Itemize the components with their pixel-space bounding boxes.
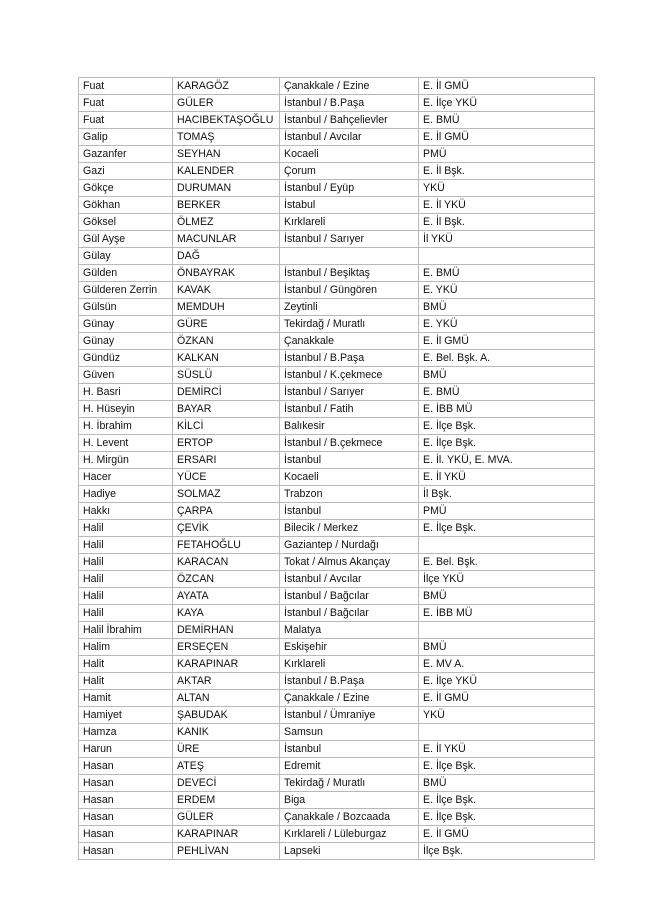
location-cell: Çorum — [280, 163, 419, 180]
location-cell: İstanbul / Sarıyer — [280, 231, 419, 248]
location-cell: Kocaeli — [280, 146, 419, 163]
location-cell: Kırklareli — [280, 214, 419, 231]
role-cell: PMÜ — [419, 503, 595, 520]
location-cell: Tokat / Almus Akançay — [280, 554, 419, 571]
location-cell: Kırklareli — [280, 656, 419, 673]
surname-cell: ÖZCAN — [173, 571, 280, 588]
role-cell: YKÜ — [419, 707, 595, 724]
location-cell: İstanbul / Bağcılar — [280, 605, 419, 622]
role-cell: E. İl YKÜ — [419, 197, 595, 214]
first-name-cell: Halil — [79, 588, 173, 605]
surname-cell: GÜLER — [173, 809, 280, 826]
surname-cell: ÖNBAYRAK — [173, 265, 280, 282]
table-row — [79, 775, 595, 792]
location-cell: Çanakkale / Bozcaada — [280, 809, 419, 826]
first-name-cell: Gazi — [79, 163, 173, 180]
location-cell: Çanakkale / Ezine — [280, 690, 419, 707]
first-name-cell: Halil — [79, 554, 173, 571]
location-cell: Biga — [280, 792, 419, 809]
role-cell: BMÜ — [419, 299, 595, 316]
table-row — [79, 843, 595, 860]
first-name-cell: Hasan — [79, 809, 173, 826]
surname-cell: KARAPINAR — [173, 826, 280, 843]
first-name-cell: Gülderen Zerrin — [79, 282, 173, 299]
role-cell: E. İlçe YKÜ — [419, 673, 595, 690]
location-cell: İstanbul / B.Paşa — [280, 350, 419, 367]
first-name-cell: Fuat — [79, 95, 173, 112]
role-cell: E. İBB MÜ — [419, 401, 595, 418]
location-cell: Kocaeli — [280, 469, 419, 486]
role-cell: E. İl GMÜ — [419, 690, 595, 707]
first-name-cell: H. Mirgün — [79, 452, 173, 469]
table-row — [79, 401, 595, 418]
surname-cell: DEMİRCİ — [173, 384, 280, 401]
role-cell: E. İlçe Bşk. — [419, 435, 595, 452]
role-cell — [419, 622, 595, 639]
first-name-cell: Halil — [79, 605, 173, 622]
table-row — [79, 588, 595, 605]
role-cell — [419, 537, 595, 554]
first-name-cell: Halit — [79, 656, 173, 673]
table-row — [79, 571, 595, 588]
table-row — [79, 231, 595, 248]
location-cell: Gaziantep / Nurdağı — [280, 537, 419, 554]
table-row — [79, 520, 595, 537]
table-row — [79, 656, 595, 673]
table-row — [79, 299, 595, 316]
table-row — [79, 350, 595, 367]
location-cell: İstanbul — [280, 452, 419, 469]
role-cell: E. İl YKÜ — [419, 741, 595, 758]
table-row — [79, 537, 595, 554]
location-cell — [280, 248, 419, 265]
first-name-cell: Güven — [79, 367, 173, 384]
role-cell — [419, 248, 595, 265]
surname-cell: ÇEVİK — [173, 520, 280, 537]
first-name-cell: Gazanfer — [79, 146, 173, 163]
location-cell: İstanbul / Sarıyer — [280, 384, 419, 401]
surname-cell: PEHLİVAN — [173, 843, 280, 860]
location-cell: Samsun — [280, 724, 419, 741]
location-cell: Eskişehir — [280, 639, 419, 656]
role-cell: E. BMÜ — [419, 112, 595, 129]
role-cell: E. İl YKÜ — [419, 469, 595, 486]
surname-cell: AKTAR — [173, 673, 280, 690]
role-cell: YKÜ — [419, 180, 595, 197]
surname-cell: BAYAR — [173, 401, 280, 418]
table-row — [79, 741, 595, 758]
surname-cell: MEMDUH — [173, 299, 280, 316]
first-name-cell: Gülay — [79, 248, 173, 265]
role-cell: E. İlçe Bşk. — [419, 520, 595, 537]
role-cell — [419, 724, 595, 741]
first-name-cell: Galip — [79, 129, 173, 146]
table-row — [79, 248, 595, 265]
location-cell: İstanbul / B.Paşa — [280, 673, 419, 690]
role-cell: E. İl GMÜ — [419, 129, 595, 146]
table-row — [79, 724, 595, 741]
first-name-cell: Gül Ayşe — [79, 231, 173, 248]
location-cell: Kırklareli / Lüleburgaz — [280, 826, 419, 843]
role-cell: İl YKÜ — [419, 231, 595, 248]
surname-cell: KAYA — [173, 605, 280, 622]
surname-cell: ERDEM — [173, 792, 280, 809]
surname-cell: DEVECİ — [173, 775, 280, 792]
surname-cell: BERKER — [173, 197, 280, 214]
table-row — [79, 792, 595, 809]
surname-cell: KANIK — [173, 724, 280, 741]
table-row — [79, 78, 595, 95]
role-cell: E. MV A. — [419, 656, 595, 673]
table-row — [79, 452, 595, 469]
table-row — [79, 707, 595, 724]
surname-cell: DAĞ — [173, 248, 280, 265]
role-cell: E. İl GMÜ — [419, 78, 595, 95]
surname-cell: YÜCE — [173, 469, 280, 486]
surname-cell: GÜRE — [173, 316, 280, 333]
table-row — [79, 180, 595, 197]
role-cell: E. İlçe Bşk. — [419, 809, 595, 826]
role-cell: E. İBB MÜ — [419, 605, 595, 622]
surname-cell: ERSARI — [173, 452, 280, 469]
first-name-cell: Fuat — [79, 112, 173, 129]
first-name-cell: Hasan — [79, 792, 173, 809]
table-row — [79, 622, 595, 639]
table-row — [79, 146, 595, 163]
role-cell: E. BMÜ — [419, 384, 595, 401]
surname-cell: KARAPINAR — [173, 656, 280, 673]
role-cell: E. İl Bşk. — [419, 163, 595, 180]
surname-cell: AYATA — [173, 588, 280, 605]
role-cell: E. YKÜ — [419, 282, 595, 299]
table-row — [79, 367, 595, 384]
location-cell: Balıkesir — [280, 418, 419, 435]
role-cell: E. İl. YKÜ, E. MVA. — [419, 452, 595, 469]
first-name-cell: Fuat — [79, 78, 173, 95]
surname-cell: KİLCİ — [173, 418, 280, 435]
role-cell: İlçe Bşk. — [419, 843, 595, 860]
role-cell: İl Bşk. — [419, 486, 595, 503]
role-cell: İlçe YKÜ — [419, 571, 595, 588]
location-cell: İstanbul / Avcılar — [280, 129, 419, 146]
role-cell: PMÜ — [419, 146, 595, 163]
surname-cell: SÜSLÜ — [173, 367, 280, 384]
location-cell: Tekirdağ / Muratlı — [280, 316, 419, 333]
table-row — [79, 639, 595, 656]
first-name-cell: Hasan — [79, 775, 173, 792]
table-row — [79, 197, 595, 214]
location-cell: Malatya — [280, 622, 419, 639]
location-cell: Çanakkale — [280, 333, 419, 350]
role-cell: BMÜ — [419, 775, 595, 792]
surname-cell: KARACAN — [173, 554, 280, 571]
table-row — [79, 503, 595, 520]
role-cell: E. YKÜ — [419, 316, 595, 333]
table-row — [79, 214, 595, 231]
role-cell: E. İl Bşk. — [419, 214, 595, 231]
surname-cell: DURUMAN — [173, 180, 280, 197]
surname-cell: ERTOP — [173, 435, 280, 452]
surname-cell: ÖLMEZ — [173, 214, 280, 231]
role-cell: BMÜ — [419, 367, 595, 384]
first-name-cell: Gökhan — [79, 197, 173, 214]
role-cell: E. İlçe Bşk. — [419, 418, 595, 435]
first-name-cell: Hakkı — [79, 503, 173, 520]
table-row — [79, 316, 595, 333]
table-row — [79, 469, 595, 486]
first-name-cell: Halim — [79, 639, 173, 656]
member-table — [78, 77, 595, 860]
surname-cell: MACUNLAR — [173, 231, 280, 248]
first-name-cell: Gökçe — [79, 180, 173, 197]
first-name-cell: Hacer — [79, 469, 173, 486]
location-cell: İstanbul / B.çekmece — [280, 435, 419, 452]
location-cell: İstanbul / Bahçelievler — [280, 112, 419, 129]
first-name-cell: Hamiyet — [79, 707, 173, 724]
surname-cell: KALENDER — [173, 163, 280, 180]
role-cell: E. İlçe Bşk. — [419, 792, 595, 809]
surname-cell: HACIBEKTAŞOĞLU — [173, 112, 280, 129]
table-row — [79, 265, 595, 282]
role-cell: E. BMÜ — [419, 265, 595, 282]
role-cell: E. İl GMÜ — [419, 333, 595, 350]
table-row — [79, 333, 595, 350]
role-cell: BMÜ — [419, 588, 595, 605]
location-cell: İstanbul / K.çekmece — [280, 367, 419, 384]
table-row — [79, 129, 595, 146]
table-row — [79, 673, 595, 690]
first-name-cell: Gülden — [79, 265, 173, 282]
surname-cell: ŞABUDAK — [173, 707, 280, 724]
surname-cell: GÜLER — [173, 95, 280, 112]
surname-cell: DEMİRHAN — [173, 622, 280, 639]
location-cell: Trabzon — [280, 486, 419, 503]
surname-cell: ÖZKAN — [173, 333, 280, 350]
table-row — [79, 554, 595, 571]
location-cell: İstanbul — [280, 503, 419, 520]
first-name-cell: Hasan — [79, 843, 173, 860]
surname-cell: ÇARPA — [173, 503, 280, 520]
role-cell: E. Bel. Bşk. A. — [419, 350, 595, 367]
location-cell: Çanakkale / Ezine — [280, 78, 419, 95]
table-row — [79, 486, 595, 503]
table-row — [79, 163, 595, 180]
role-cell: E. İl GMÜ — [419, 826, 595, 843]
surname-cell: ALTAN — [173, 690, 280, 707]
surname-cell: SEYHAN — [173, 146, 280, 163]
table-row — [79, 826, 595, 843]
location-cell: İstanbul / Beşiktaş — [280, 265, 419, 282]
location-cell: Zeytinli — [280, 299, 419, 316]
location-cell: İstanbul / Eyüp — [280, 180, 419, 197]
table-row — [79, 690, 595, 707]
location-cell: Bilecik / Merkez — [280, 520, 419, 537]
table-row — [79, 384, 595, 401]
location-cell: Edremit — [280, 758, 419, 775]
first-name-cell: Gülsün — [79, 299, 173, 316]
location-cell: İstanbul — [280, 741, 419, 758]
surname-cell: ERSEÇEN — [173, 639, 280, 656]
first-name-cell: Hamit — [79, 690, 173, 707]
role-cell: E. Bel. Bşk. — [419, 554, 595, 571]
first-name-cell: Halil — [79, 520, 173, 537]
first-name-cell: Hadiye — [79, 486, 173, 503]
role-cell: BMÜ — [419, 639, 595, 656]
first-name-cell: Hasan — [79, 826, 173, 843]
table-row — [79, 435, 595, 452]
surname-cell: KARAGÖZ — [173, 78, 280, 95]
location-cell: İstanbul / Bağcılar — [280, 588, 419, 605]
table-row — [79, 418, 595, 435]
first-name-cell: H. Hüseyin — [79, 401, 173, 418]
surname-cell: FETAHOĞLU — [173, 537, 280, 554]
role-cell: E. İlçe YKÜ — [419, 95, 595, 112]
table-row — [79, 112, 595, 129]
first-name-cell: Günay — [79, 333, 173, 350]
member-table-body — [79, 78, 595, 860]
surname-cell: TOMAŞ — [173, 129, 280, 146]
first-name-cell: Halil İbrahim — [79, 622, 173, 639]
first-name-cell: H. İbrahim — [79, 418, 173, 435]
first-name-cell: Harun — [79, 741, 173, 758]
location-cell: Lapseki — [280, 843, 419, 860]
table-row — [79, 758, 595, 775]
first-name-cell: Hamza — [79, 724, 173, 741]
surname-cell: ÜRE — [173, 741, 280, 758]
first-name-cell: Hasan — [79, 758, 173, 775]
surname-cell: KALKAN — [173, 350, 280, 367]
table-row — [79, 605, 595, 622]
first-name-cell: Halil — [79, 537, 173, 554]
surname-cell: KAVAK — [173, 282, 280, 299]
first-name-cell: Gündüz — [79, 350, 173, 367]
surname-cell: ATEŞ — [173, 758, 280, 775]
location-cell: İstanbul / Güngören — [280, 282, 419, 299]
role-cell: E. İlçe Bşk. — [419, 758, 595, 775]
location-cell: İstanbul / B.Paşa — [280, 95, 419, 112]
location-cell: İstabul — [280, 197, 419, 214]
location-cell: İstanbul / Avcılar — [280, 571, 419, 588]
first-name-cell: H. Levent — [79, 435, 173, 452]
first-name-cell: Halit — [79, 673, 173, 690]
first-name-cell: Göksel — [79, 214, 173, 231]
first-name-cell: Günay — [79, 316, 173, 333]
table-row — [79, 282, 595, 299]
location-cell: İstanbul / Ümraniye — [280, 707, 419, 724]
location-cell: Tekirdağ / Muratlı — [280, 775, 419, 792]
first-name-cell: Halil — [79, 571, 173, 588]
table-row — [79, 809, 595, 826]
location-cell: İstanbul / Fatih — [280, 401, 419, 418]
table-row — [79, 95, 595, 112]
surname-cell: SOLMAZ — [173, 486, 280, 503]
first-name-cell: H. Basri — [79, 384, 173, 401]
